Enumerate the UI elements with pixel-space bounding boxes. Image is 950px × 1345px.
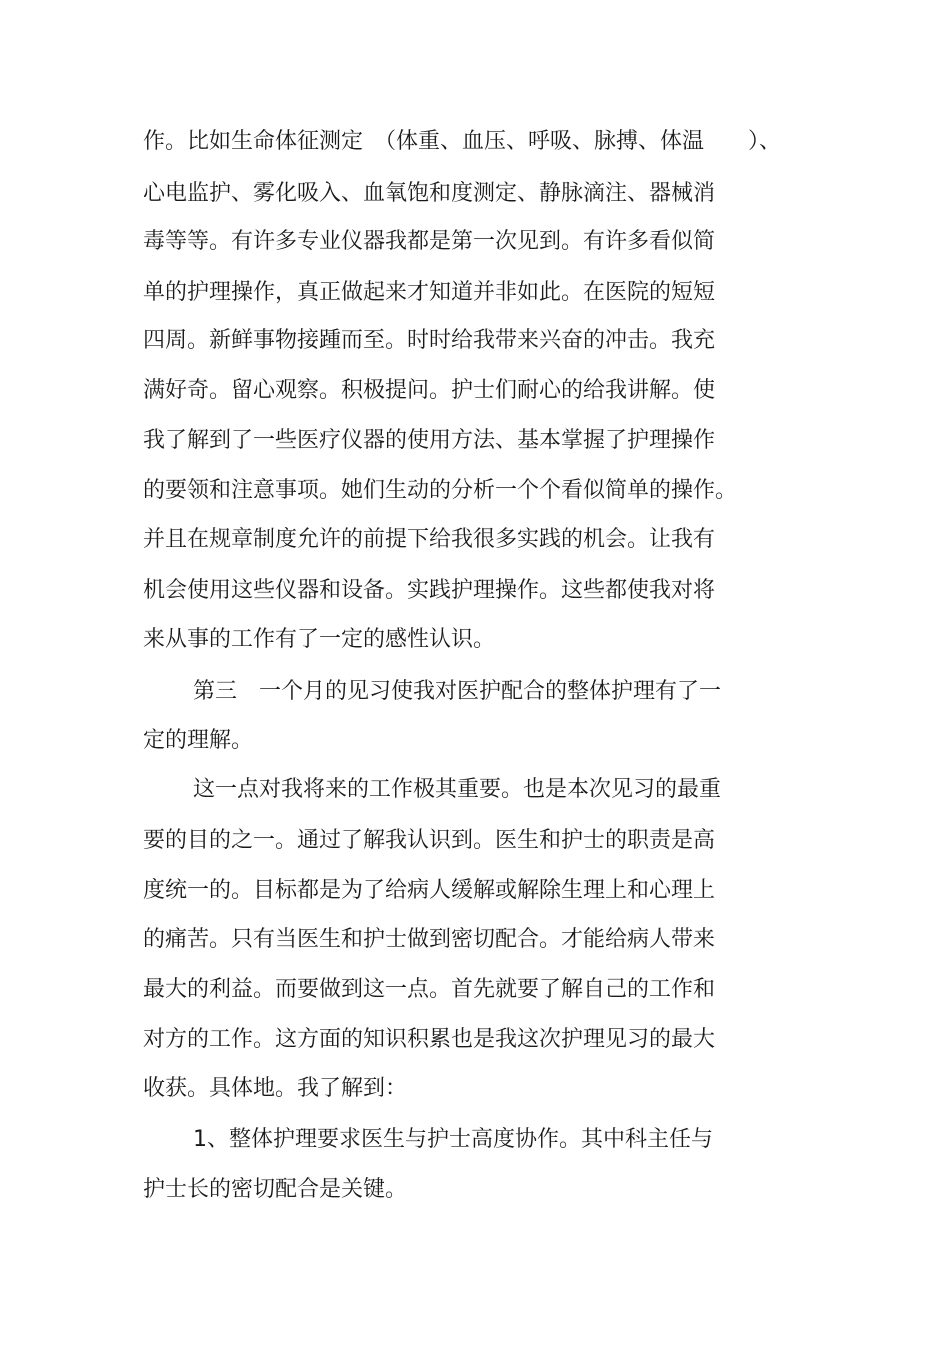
text-line: 我了解到了一些医疗仪器的使用方法、基本掌握了护理操作: [143, 428, 716, 453]
text-line: 护士长的密切配合是关键。: [143, 1177, 408, 1202]
text-line: 的要领和注意事项。她们生动的分析一个个看似简单的操作。: [143, 478, 738, 503]
text-line: 四周。新鲜事物接踵而至。时时给我带来兴奋的冲击。我充: [143, 328, 716, 353]
text-line: 收获。具体地。我了解到：: [143, 1076, 408, 1101]
text-line: 作。比如生命体征测定 （体重、血压、呼吸、脉搏、体温 ）、: [143, 129, 782, 154]
text-line: 并且在规章制度允许的前提下给我很多实践的机会。让我有: [143, 527, 716, 552]
text-line: 定的理解。: [143, 728, 254, 753]
text-line: 毒等等。有许多专业仪器我都是第一次见到。有许多看似简: [143, 229, 716, 254]
text-line: 满好奇。留心观察。积极提问。护士们耐心的给我讲解。使: [143, 378, 716, 403]
text-line: 单的护理操作，真正做起来才知道并非如此。在医院的短短: [143, 280, 716, 305]
text-line: 心电监护、雾化吸入、血氧饱和度测定、静脉滴注、器械消: [143, 181, 716, 206]
text-line: 的痛苦。只有当医生和护士做到密切配合。才能给病人带来: [143, 927, 716, 952]
text-line: 最大的利益。而要做到这一点。首先就要了解自己的工作和: [143, 977, 716, 1002]
text-line: 要的目的之一。通过了解我认识到。医生和护士的职责是高: [143, 828, 716, 853]
text-line: 对方的工作。这方面的知识积累也是我这次护理见习的最大: [143, 1027, 716, 1052]
text-line: 度统一的。目标都是为了给病人缓解或解除生理上和心理上: [143, 878, 716, 903]
paragraph-first-line: 这一点对我将来的工作极其重要。也是本次见习的最重: [193, 777, 722, 802]
text-line: 机会使用这些仪器和设备。实践护理操作。这些都使我对将: [143, 578, 716, 603]
text-line: 来从事的工作有了一定的感性认识。: [143, 627, 496, 652]
paragraph-first-line: 1、整体护理要求医生与护士高度协作。其中科主任与: [193, 1127, 713, 1152]
paragraph-first-line: 第三 一个月的见习使我对医护配合的整体护理有了一: [193, 679, 722, 704]
